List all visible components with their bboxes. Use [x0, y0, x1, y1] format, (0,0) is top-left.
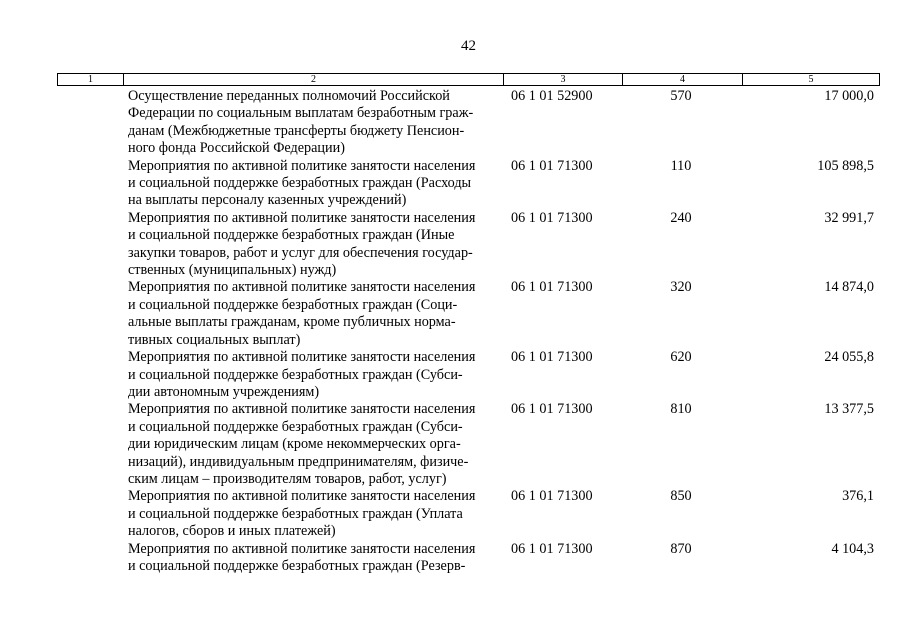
- row-description: [128, 158, 500, 210]
- table-row: [0, 279, 905, 349]
- description-line: Мероприятия по активной политике занятости населения: [128, 279, 476, 296]
- row-target-code: 06 1 01 71300: [511, 209, 593, 226]
- row-amount: 17 000,0: [824, 88, 874, 104]
- header-col-4: 4: [623, 74, 743, 85]
- row-expense-type: 110: [670, 157, 692, 174]
- row-target-code: 06 1 01 71300: [511, 157, 593, 174]
- description-line: Мероприятия по активной политике занятости населения: [128, 157, 476, 174]
- row-description: [128, 488, 500, 540]
- description-line: Мероприятия по активной политике занятости населения: [128, 540, 476, 557]
- row-expense-type: 240: [670, 209, 692, 226]
- table-row: [0, 158, 905, 210]
- header-col-1: 1: [58, 74, 124, 85]
- table-row: [0, 210, 905, 280]
- row-expense-type: 870: [670, 540, 692, 557]
- description-line: на выплаты персоналу казенных учреждений): [128, 192, 407, 209]
- description-line: и социальной поддержке безработных граждан (Расходы: [128, 175, 472, 192]
- row-description: [128, 541, 500, 576]
- description-line: налогов, сборов и иных платежей): [128, 523, 336, 540]
- description-line: альные выплаты гражданам, кроме публичных норма-: [128, 314, 456, 331]
- page-number: 42: [461, 38, 476, 54]
- description-line: тивных социальных выплат): [128, 331, 301, 348]
- description-line: Мероприятия по активной политике занятости населения: [128, 488, 476, 505]
- row-expense-type: 810: [670, 401, 692, 418]
- row-amount: 32 991,7: [824, 209, 874, 226]
- row-target-code: 06 1 01 71300: [511, 540, 593, 557]
- description-line: ственных (муниципальных) нужд): [128, 262, 337, 279]
- header-col-2: 2: [124, 74, 504, 85]
- description-line: и социальной поддержке безработных граждан (Соци-: [128, 296, 458, 313]
- row-amount: 376,1: [842, 488, 874, 505]
- description-line: закупки товаров, работ и услуг для обеспечения государ-: [128, 244, 473, 261]
- description-line: данам (Межбюджетные трансферты бюджету Пенсион-: [128, 122, 465, 139]
- header-col-3: 3: [504, 74, 623, 85]
- row-target-code: 06 1 01 52900: [511, 88, 593, 104]
- description-line: Федерации по социальным выплатам безработным граж-: [128, 105, 474, 122]
- description-line: низаций), индивидуальным предпринимателям, физиче-: [128, 453, 469, 470]
- description-line: Осуществление переданных полномочий Российской: [128, 88, 450, 104]
- description-line: Мероприятия по активной политике занятости населения: [128, 401, 476, 418]
- description-line: дии автономным учреждениям): [128, 383, 320, 400]
- table-header-row: [57, 73, 880, 86]
- description-line: и социальной поддержке безработных граждан (Субси-: [128, 418, 463, 435]
- row-target-code: 06 1 01 71300: [511, 488, 593, 505]
- row-expense-type: 570: [670, 88, 692, 104]
- row-description: [128, 349, 500, 401]
- description-line: ским лицам – производителям товаров, работ, услуг): [128, 470, 447, 487]
- table-row: [0, 349, 905, 401]
- table-row: [0, 541, 905, 576]
- table-row: [0, 401, 905, 488]
- row-expense-type: 320: [670, 279, 692, 296]
- description-line: и социальной поддержке безработных граждан (Субси-: [128, 366, 463, 383]
- description-line: и социальной поддержке безработных граждан (Уплата: [128, 505, 463, 522]
- row-description: [128, 279, 500, 349]
- row-amount: 105 898,5: [817, 157, 874, 174]
- description-line: дии юридическим лицам (кроме некоммерческих орга-: [128, 436, 461, 453]
- row-expense-type: 620: [670, 349, 692, 366]
- description-line: Мероприятия по активной политике занятости населения: [128, 209, 476, 226]
- row-amount: 14 874,0: [824, 279, 874, 296]
- row-expense-type: 850: [670, 488, 692, 505]
- row-target-code: 06 1 01 71300: [511, 279, 593, 296]
- row-description: [128, 88, 500, 158]
- header-col-5: 5: [808, 74, 814, 85]
- table-row: [0, 88, 905, 158]
- row-amount: 13 377,5: [824, 401, 874, 418]
- description-line: Мероприятия по активной политике занятости населения: [128, 349, 476, 366]
- table-row: [0, 488, 905, 540]
- row-amount: 4 104,3: [831, 540, 874, 557]
- row-target-code: 06 1 01 71300: [511, 349, 593, 366]
- table-body: [0, 88, 905, 575]
- row-description: [128, 210, 500, 280]
- row-description: [128, 401, 500, 488]
- row-amount: 24 055,8: [824, 349, 874, 366]
- description-line: и социальной поддержке безработных граждан (Иные: [128, 227, 455, 244]
- row-target-code: 06 1 01 71300: [511, 401, 593, 418]
- description-line: ного фонда Российской Федерации): [128, 140, 345, 157]
- description-line: и социальной поддержке безработных граждан (Резерв-: [128, 557, 466, 574]
